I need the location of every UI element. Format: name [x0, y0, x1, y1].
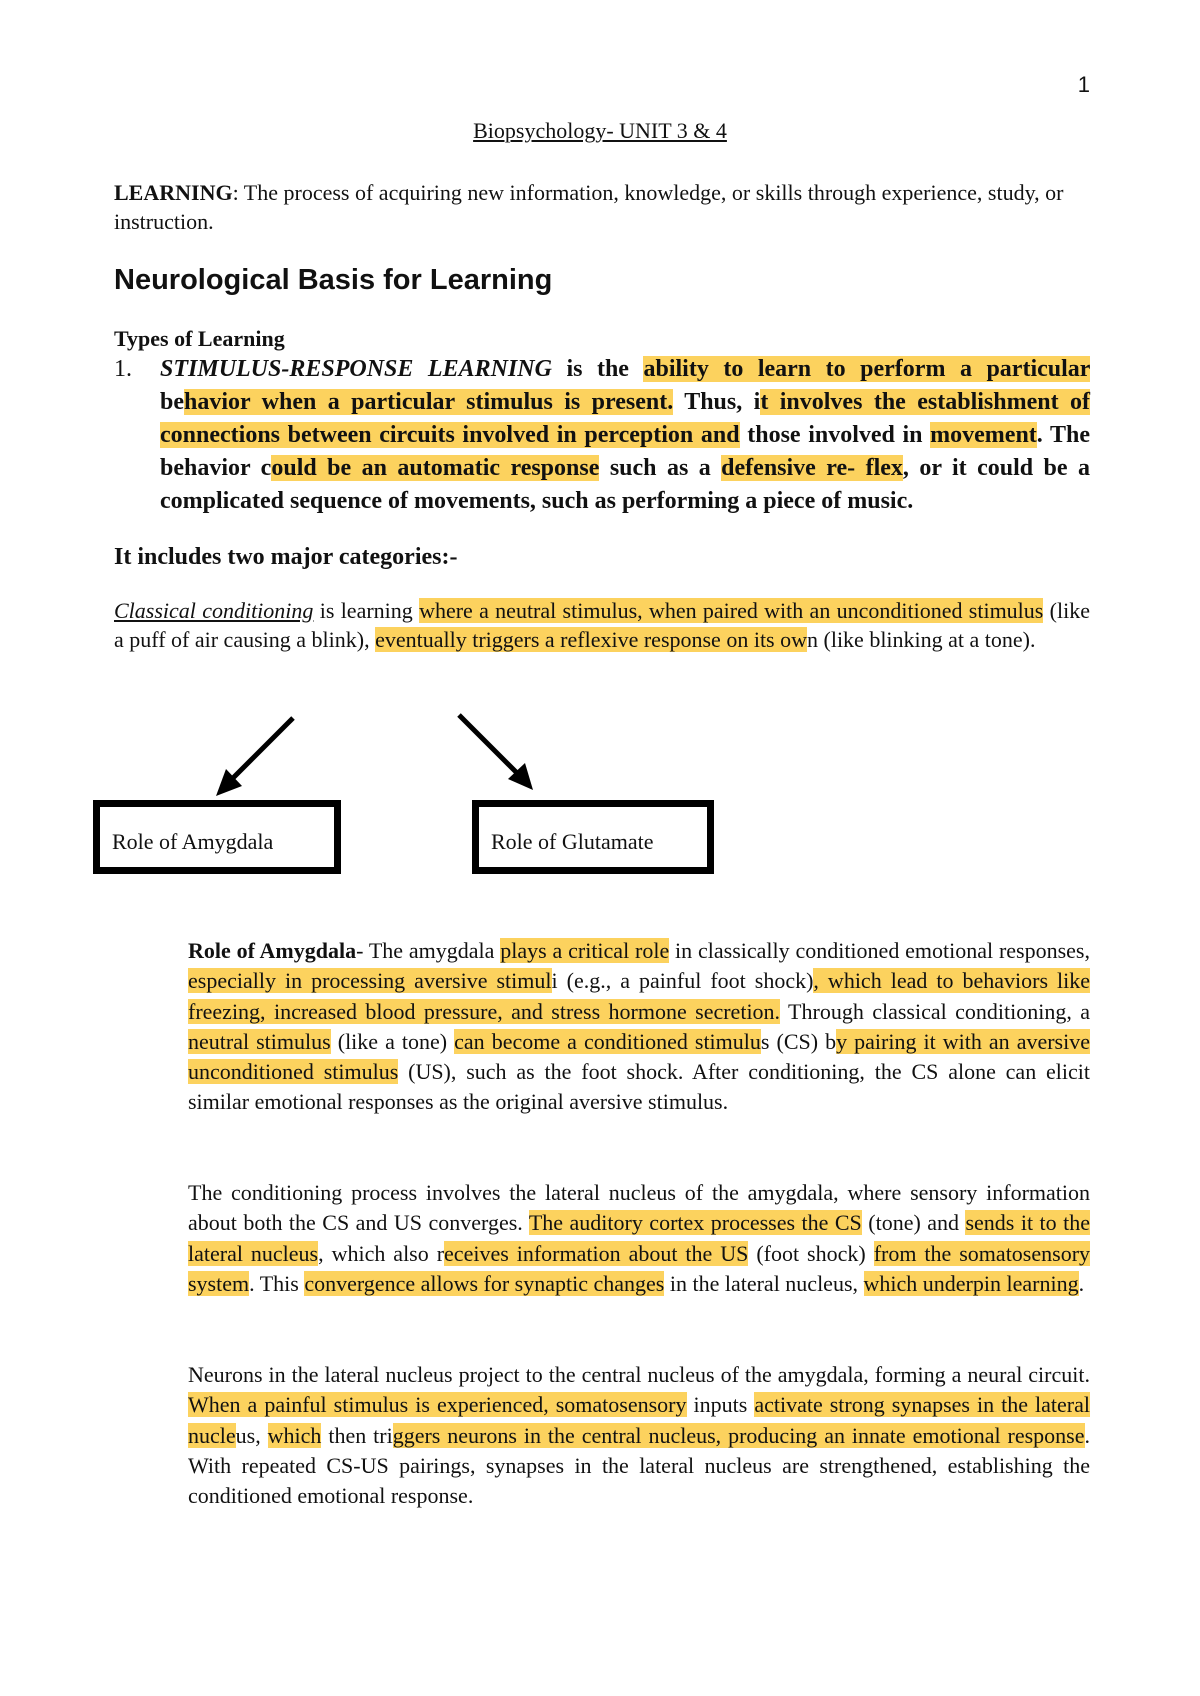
classical-conditioning-term: Classical conditioning	[114, 598, 314, 623]
text-run: s (CS) b	[760, 1028, 837, 1054]
section-heading: Neurological Basis for Learning	[114, 264, 553, 296]
highlight: sends it to the lateral nucleus	[188, 1210, 1090, 1266]
learning-term: LEARNING	[114, 180, 233, 205]
highlight: plays a critical role	[500, 938, 670, 963]
highlight: t involves the establishment of connections between circuits involved in perception and	[160, 389, 1091, 448]
categories-heading: It includes two major categories:-	[114, 544, 458, 570]
text-run: , or it could be a complicated sequence of movements, such as performing a piece of music.	[160, 455, 1090, 514]
text-run: then tri	[321, 1422, 393, 1448]
highlight: can become a conditioned stimulu	[454, 1028, 761, 1054]
highlight: ability to learn to perform a particular	[643, 356, 1091, 382]
stimulus-response-term: STIMULUS-RESPONSE LEARNING	[160, 356, 552, 382]
highlight: convergence allows for synaptic changes	[304, 1270, 665, 1296]
text-run: . The behavior c	[160, 422, 1091, 481]
text-run: n (like blinking at a tone).	[807, 627, 1036, 652]
text-run: be	[160, 389, 184, 415]
highlight: The auditory cortex processes the CS	[528, 1210, 862, 1236]
highlight: y pairing it with an aversive unconditioned stimulus	[188, 1028, 1090, 1085]
text-run: The conditioning process involves the lateral nucleus of the amygdala, where sensory information about both the CS and US converges.	[188, 1180, 1090, 1236]
highlight: activate strong synapses in the lateral nucle	[188, 1392, 1090, 1448]
text-run: (like a puff of air causing a blink),	[114, 598, 1090, 652]
amygdala-paragraph	[188, 936, 1090, 1118]
highlight: which underpin learning	[863, 1270, 1079, 1296]
highlight: especially in processing aversive stimul	[188, 968, 552, 994]
highlight: ggers neurons in the central nucleus, producing an innate emotional response	[392, 1422, 1085, 1448]
highlight: eceives information about the US	[444, 1240, 749, 1266]
list-number: 1.	[114, 356, 132, 382]
text-run: (US), such as the foot shock. After conditioning, the CS alone can elicit similar emotional responses as the original aversive stimulus.	[188, 1059, 1090, 1115]
page-number: 1	[1077, 72, 1090, 97]
types-of-learning-heading: Types of Learning	[114, 326, 285, 351]
text-run: . This	[249, 1270, 305, 1296]
learning-definition-text: : The process of acquiring new information, knowledge, or skills through experience, study, or instruction.	[114, 180, 1064, 234]
text-run: Thus, i	[673, 389, 761, 415]
text-run: - The amygdala	[356, 938, 501, 963]
highlight: defensive re- flex	[721, 455, 903, 481]
arrow-right-shaft	[459, 715, 521, 777]
central-nucleus-paragraph	[188, 1360, 1090, 1511]
text-run: those involved in	[739, 422, 931, 448]
highlight: havior when a particular stimulus is present.	[184, 389, 674, 415]
amygdala-paragraph-label: Role of Amygdala	[188, 938, 357, 963]
highlight: which	[267, 1422, 322, 1448]
text-run: in classically conditioned emotional responses,	[669, 938, 1090, 963]
text-run: i (e.g., a painful foot shock)	[551, 968, 814, 994]
highlight: ould be an automatic response	[271, 455, 600, 481]
text-run: inputs	[686, 1392, 755, 1418]
text-run: in the lateral nucleus,	[664, 1270, 864, 1296]
text-run: , which also r	[318, 1240, 445, 1266]
text-run: . With repeated CS-US pairings, synapses in the lateral nucleus are strengthened, establishing the conditioned emotional response.	[188, 1422, 1090, 1509]
highlight: neutral stimulus	[188, 1028, 331, 1054]
highlight: eventually triggers a reflexive response on its ow	[375, 627, 807, 652]
document-title: Biopsychology- UNIT 3 & 4	[473, 118, 727, 143]
text-run: is the	[551, 356, 644, 382]
lateral-nucleus-paragraph	[188, 1178, 1090, 1299]
text-run: .	[1078, 1270, 1085, 1296]
highlight: from the somatosensory system	[188, 1240, 1091, 1296]
role-of-amygdala-box-label: Role of Amygdala	[112, 829, 274, 854]
text-run: (like a tone)	[330, 1028, 455, 1054]
role-of-amygdala-box	[93, 800, 341, 874]
text-run: is learning	[313, 598, 420, 623]
text-run: Through classical conditioning, a	[780, 998, 1091, 1024]
text-run: Neurons in the lateral nucleus project to the central nucleus of the amygdala, forming a neural circuit.	[188, 1362, 1090, 1387]
highlight: movement	[930, 422, 1037, 448]
arrow-left-shaft	[228, 718, 293, 783]
text-run: us,	[235, 1422, 268, 1448]
role-of-glutamate-box	[472, 800, 714, 874]
highlight: where a neutral stimulus, when paired with an unconditioned stimulus	[419, 598, 1044, 623]
text-run: such as a	[599, 455, 722, 481]
text-run: (tone) and	[861, 1210, 966, 1236]
role-of-glutamate-box-label: Role of Glutamate	[491, 829, 654, 854]
text-run: (foot shock)	[748, 1240, 874, 1266]
highlight: , which lead to behaviors like freezing, increased blood pressure, and stress hormone secretion.	[188, 968, 1090, 1024]
highlight: When a painful stimulus is experienced, somatosensory	[188, 1392, 687, 1418]
